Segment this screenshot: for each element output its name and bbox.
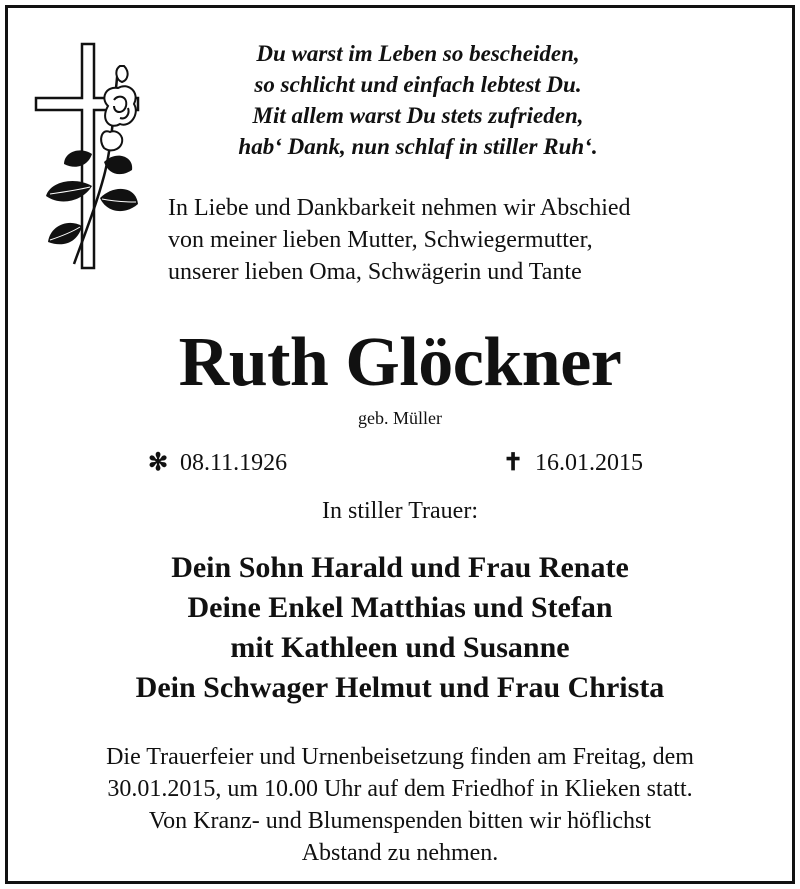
mourning-heading: In stiller Trauer: — [322, 498, 478, 524]
obituary-frame — [5, 5, 795, 884]
deceased-name: Ruth Glöckner — [178, 324, 622, 401]
notice-line: Von Kranz- und Blumenspenden bitten wir höflichst — [148, 808, 652, 834]
mourner-line: Dein Sohn Harald und Frau Renate — [171, 551, 629, 584]
intro-line: unserer lieben Oma, Schwägerin und Tante — [168, 259, 582, 285]
farewell-intro — [168, 192, 788, 288]
death-date: 16.01.2015 — [535, 450, 643, 476]
funeral-notice — [8, 741, 792, 869]
mourners-list — [8, 548, 792, 708]
birth-star-icon: ✻ — [148, 450, 169, 476]
mourner-line: mit Kathleen und Susanne — [230, 631, 570, 664]
notice-line: 30.01.2015, um 10.00 Uhr auf dem Friedhof in Klieken statt. — [107, 776, 693, 802]
notice-line: Die Trauerfeier und Urnenbeisetzung finden am Freitag, dem — [106, 744, 694, 770]
cross-with-rose-icon — [30, 36, 145, 276]
mourner-line: Dein Schwager Helmut und Frau Christa — [135, 671, 665, 704]
intro-line: In Liebe und Dankbarkeit nehmen wir Abschied — [168, 195, 631, 221]
death-date-row — [503, 448, 643, 478]
poem-line: Mit allem warst Du stets zufrieden, — [252, 103, 584, 128]
birth-date-row — [148, 448, 287, 478]
birth-date: 08.11.1926 — [180, 450, 288, 476]
mourner-line: Deine Enkel Matthias und Stefan — [187, 591, 613, 624]
poem-line: Du warst im Leben so bescheiden, — [256, 41, 580, 66]
notice-line: Abstand zu nehmen. — [301, 840, 499, 866]
poem-line: so schlicht und einfach lebtest Du. — [254, 72, 582, 97]
poem-line: hab‘ Dank, nun schlaf in stiller Ruh‘. — [238, 134, 598, 159]
memorial-poem — [168, 38, 668, 162]
death-cross-icon: ✝ — [503, 450, 524, 476]
birth-name: geb. Müller — [358, 408, 442, 428]
intro-line: von meiner lieben Mutter, Schwiegermutter, — [168, 227, 593, 253]
